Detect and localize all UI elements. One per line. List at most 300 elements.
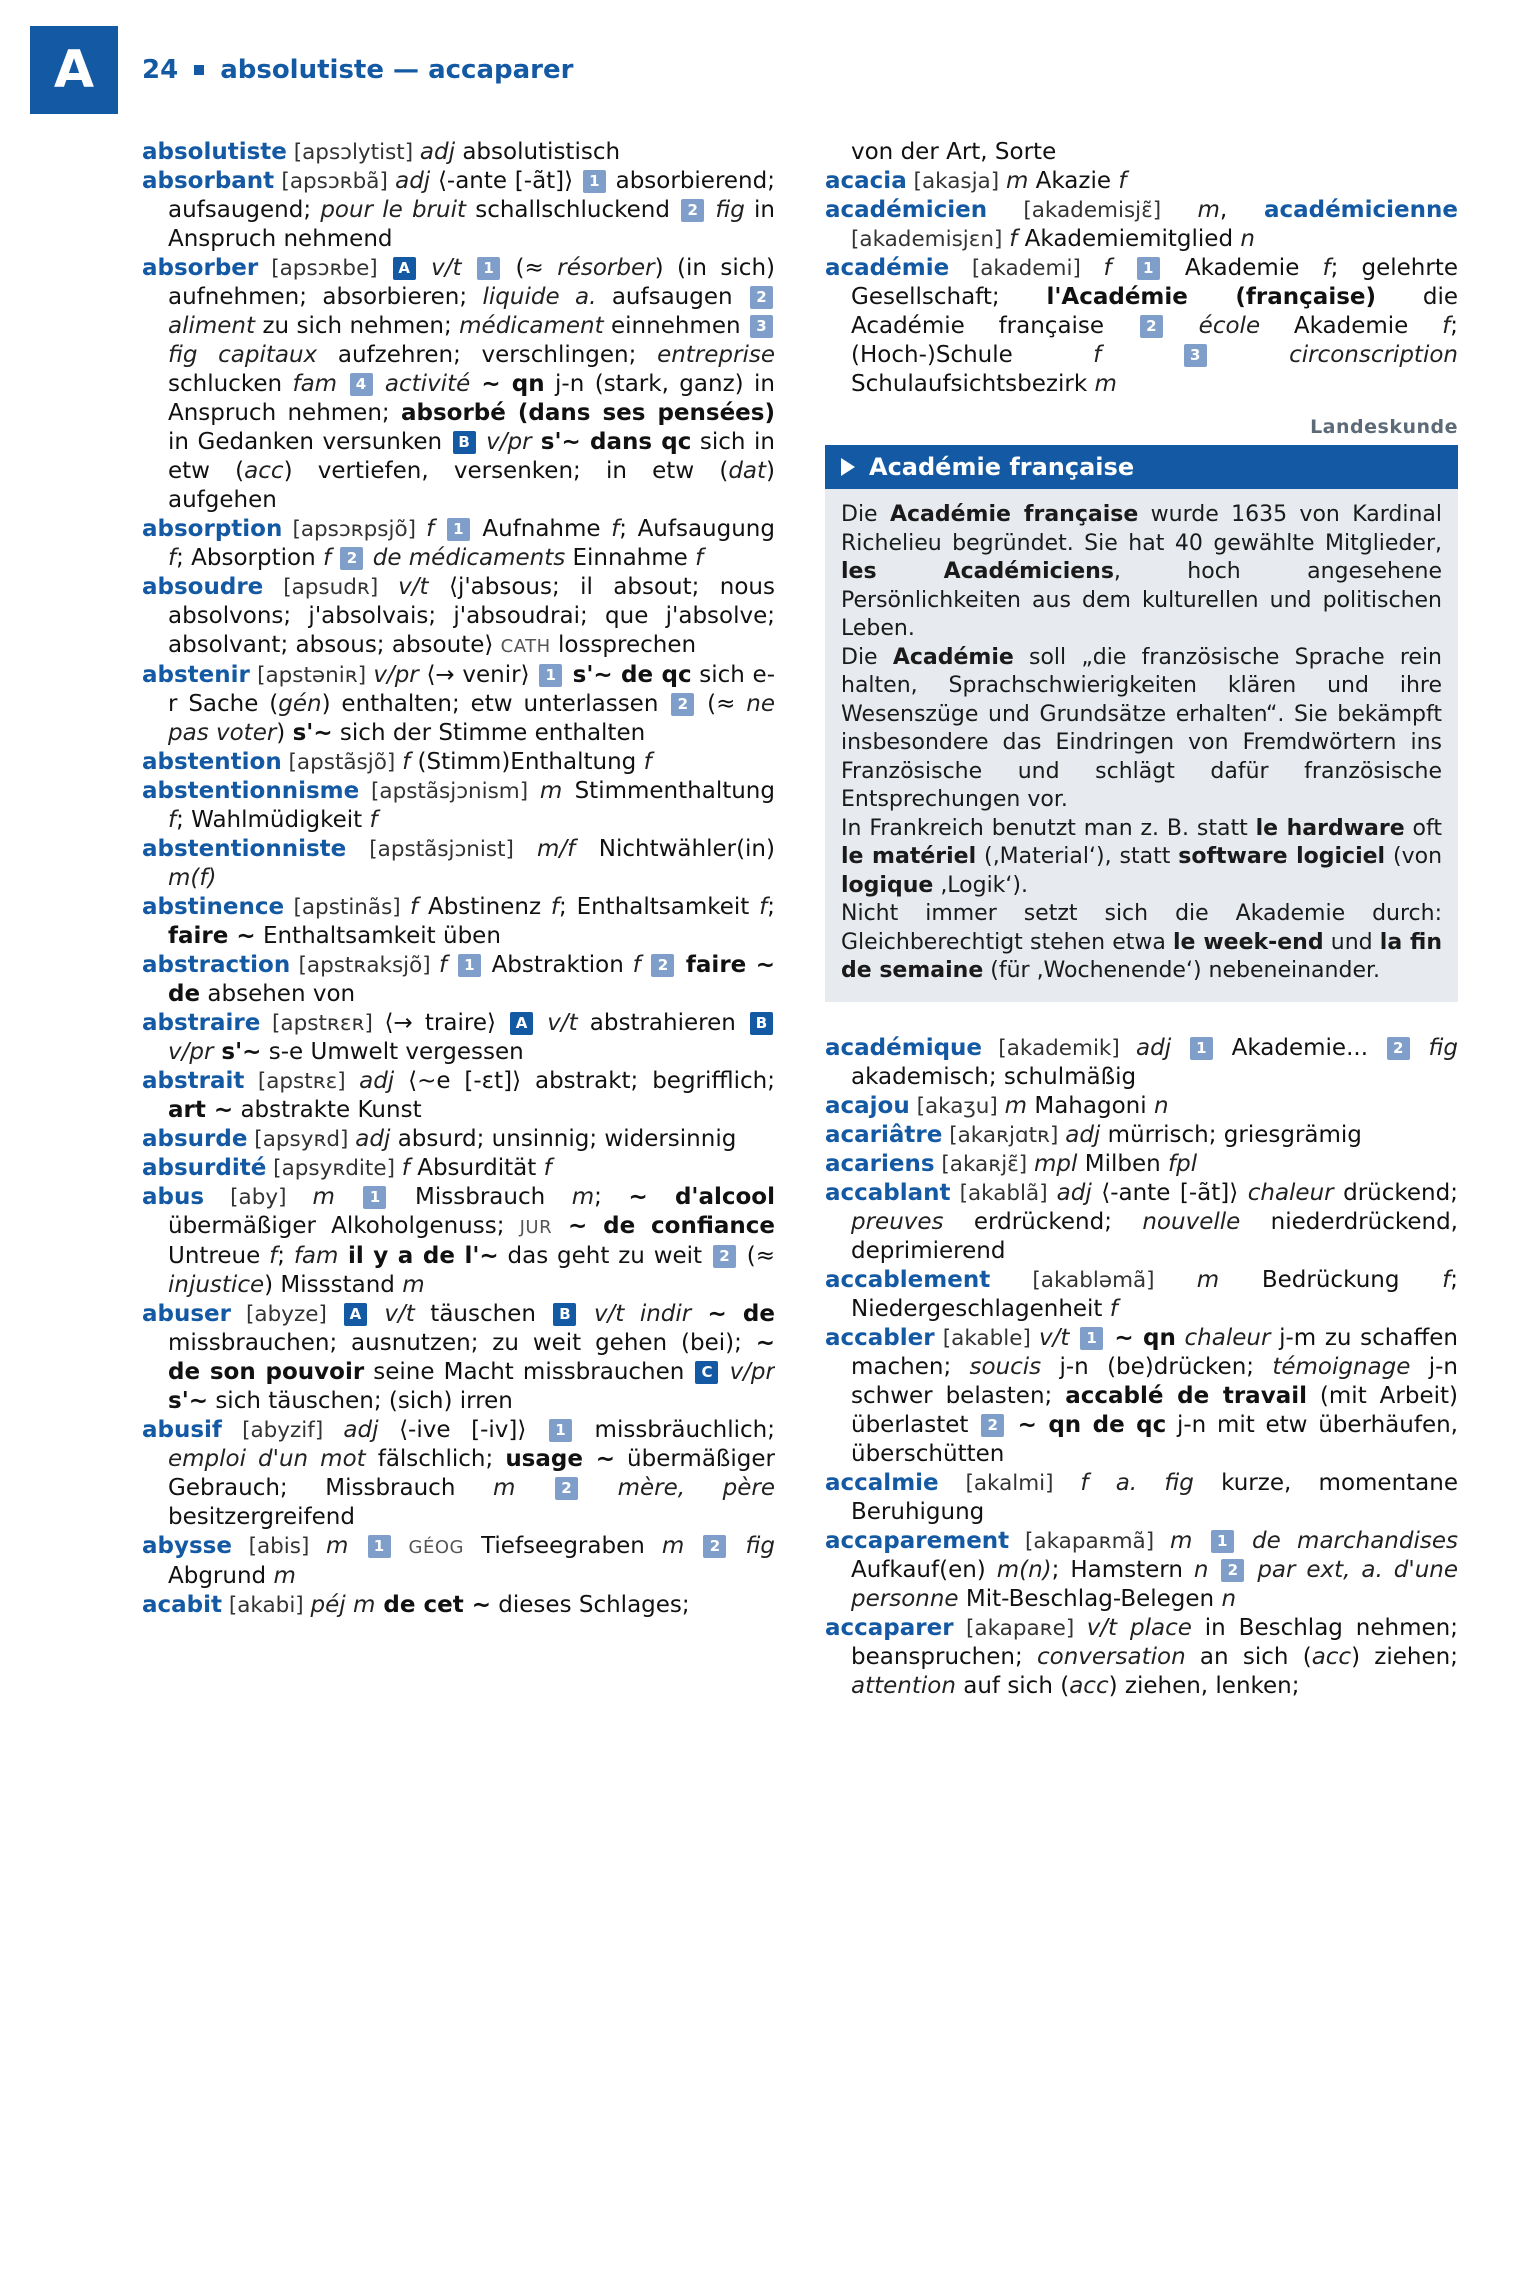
phonetic-transcription: [apstʀaksjõ] bbox=[290, 953, 439, 978]
grammar-label: f bbox=[402, 749, 411, 775]
definition-text: sich in etw ( bbox=[168, 429, 775, 484]
sense-number-badge: 1 bbox=[1137, 257, 1160, 280]
definition-text: Stimmenthaltung bbox=[562, 778, 775, 804]
grammar-section-badge: B bbox=[553, 1303, 576, 1326]
grammar-label: résorber bbox=[557, 255, 655, 281]
grammar-section-badge: A bbox=[393, 257, 416, 280]
grammar-label: m(f) bbox=[168, 865, 217, 891]
definition-text: (‚Material‘), statt bbox=[976, 844, 1179, 869]
definition-text: dieses Schlages; bbox=[490, 1592, 690, 1618]
page-header bbox=[142, 55, 573, 85]
definition-text: und bbox=[1323, 929, 1380, 955]
definition-text: sich e-r Sache ( bbox=[168, 662, 775, 717]
headword: abysse bbox=[142, 1533, 232, 1559]
phonetic-transcription: [apstãsjɔnism] bbox=[359, 779, 540, 804]
definition-text: ⟨j'absous; il absout; nous absolvons; j'absolvais; j'absoudrai; que j'absolve; absolvant; absous; absoute⟩ bbox=[168, 574, 775, 658]
phonetic-transcription: [akabləmã] bbox=[990, 1267, 1197, 1293]
definition-text: Akademiemitglied bbox=[1017, 226, 1241, 252]
phonetic-transcription: [akaʀjɛ̃] bbox=[934, 1151, 1035, 1177]
definition-text: schlucken bbox=[168, 371, 293, 397]
headword: abstentionnisme bbox=[142, 778, 360, 804]
definition-text: oft bbox=[1404, 815, 1442, 841]
grammar-label: adj bbox=[359, 1068, 395, 1094]
definition-text: täuschen bbox=[414, 1301, 552, 1327]
dictionary-entry bbox=[142, 1125, 775, 1154]
definition-text: soll „die französische Sprache rein halten, Sprachschwierigkeiten klären und ihre Wesenszüge und Grundsätze erhalten“. Sie bekämpft insbesondere das Eindringen von Fremdwörtern ins Französische und schlägt dafür französische Entsprechungen vor. bbox=[841, 644, 1442, 812]
sense-number-badge: 2 bbox=[750, 286, 773, 309]
headword: accaparer bbox=[825, 1614, 954, 1641]
phonetic-transcription: [akademi] bbox=[949, 256, 1104, 281]
grammar-label: f bbox=[410, 894, 419, 920]
sense-number-badge: 1 bbox=[549, 1419, 572, 1442]
definition-text: ; Aufsaugung bbox=[619, 516, 775, 542]
grammar-label: f bbox=[168, 545, 177, 571]
phonetic-transcription: [apsyʀdite] bbox=[266, 1156, 402, 1181]
grammar-section-badge: B bbox=[750, 1012, 773, 1035]
headword: acariens bbox=[825, 1150, 935, 1177]
headword: abstentionniste bbox=[142, 836, 347, 862]
definition-text: ; bbox=[594, 1184, 629, 1210]
headword: accabler bbox=[825, 1324, 935, 1351]
infobox-category-label: Landeskunde bbox=[1310, 416, 1458, 438]
definition-text: in Gedanken versunken bbox=[168, 429, 451, 455]
sense-number-badge: 2 bbox=[1387, 1037, 1410, 1060]
definition-text: Abstraktion bbox=[482, 952, 633, 978]
headword: abstention bbox=[142, 749, 282, 775]
headword: absoudre bbox=[142, 574, 264, 600]
headword: acariâtre bbox=[825, 1121, 943, 1148]
right-column bbox=[825, 138, 1458, 2268]
bold-phrase: art ~ bbox=[168, 1097, 234, 1123]
grammar-label: adj bbox=[1136, 1034, 1188, 1061]
phonetic-transcription: [abyzif] bbox=[221, 1418, 344, 1443]
definition-text: (≈ bbox=[502, 255, 558, 281]
definition-text: sich täuschen; (sich) irren bbox=[208, 1388, 513, 1414]
dictionary-entry bbox=[142, 1532, 775, 1591]
grammar-label: aliment bbox=[168, 313, 256, 339]
grammar-label: nouvelle bbox=[1142, 1208, 1241, 1235]
grammar-label: m bbox=[1169, 1527, 1209, 1554]
sense-number-badge: 2 bbox=[555, 1477, 578, 1500]
dictionary-entry bbox=[825, 1324, 1458, 1469]
bold-phrase: ~ de bbox=[691, 1301, 775, 1327]
grammar-label: v/t bbox=[398, 574, 429, 600]
headword: acajou bbox=[825, 1092, 910, 1119]
sense-number-badge: 2 bbox=[713, 1245, 736, 1268]
grammar-label: n bbox=[1221, 1585, 1237, 1612]
definition-text: Akademie bbox=[1161, 255, 1323, 281]
sense-number-badge: 2 bbox=[703, 1535, 726, 1558]
definition-text: Aufnahme bbox=[471, 516, 612, 542]
definition-text: j-n (be)drücken; bbox=[1041, 1353, 1273, 1380]
definition-text: (≈ bbox=[696, 691, 747, 717]
sense-number-badge: 4 bbox=[350, 373, 373, 396]
dictionary-entry bbox=[142, 1416, 775, 1532]
definition-text: übermäßiger Alkoholgenuss; bbox=[168, 1213, 520, 1239]
phonetic-transcription: [abis] bbox=[231, 1534, 326, 1559]
definition-text: , bbox=[1219, 197, 1264, 223]
definition-text: lossprechen bbox=[550, 632, 697, 658]
definition-text: ; gelehrte Gesellschaft; bbox=[851, 255, 1458, 310]
grammar-label: fam bbox=[293, 1243, 339, 1269]
grammar-label: adj bbox=[355, 1126, 391, 1152]
definition-text: (Stimm)Enthaltung bbox=[410, 749, 644, 775]
dictionary-entry bbox=[142, 167, 775, 254]
definition-text: ⟨→ venir⟩ bbox=[418, 662, 538, 688]
bold-phrase: s'~ de qc bbox=[564, 662, 692, 688]
grammar-label: f bbox=[695, 545, 704, 571]
grammar-label: f bbox=[369, 807, 378, 833]
dictionary-entry bbox=[142, 1067, 775, 1125]
sense-number-badge: 3 bbox=[750, 315, 773, 338]
grammar-label: emploi d'un mot bbox=[168, 1446, 366, 1472]
grammar-label: ne pas voter bbox=[168, 691, 775, 746]
phonetic-transcription: [akalmi] bbox=[938, 1470, 1081, 1496]
definition-text: von der Art, Sorte bbox=[851, 139, 1057, 165]
phonetic-transcription: [apstəniʀ] bbox=[249, 663, 374, 688]
definition-text: Tiefseegraben bbox=[463, 1533, 662, 1559]
phonetic-transcription: [akabi] bbox=[222, 1593, 311, 1618]
grammar-label: f bbox=[1109, 1295, 1118, 1322]
infobox-header bbox=[825, 445, 1458, 489]
bold-phrase: les Académiciens bbox=[841, 559, 1114, 584]
definition-text: niederdrückend, deprimierend bbox=[851, 1208, 1458, 1264]
headword: académique bbox=[825, 1034, 983, 1061]
grammar-label: f bbox=[1103, 255, 1135, 281]
page-number: 24 bbox=[142, 55, 179, 85]
definition-text: missbräuchlich; bbox=[573, 1417, 775, 1443]
grammar-label: f bbox=[1118, 168, 1127, 194]
definition-text: wurde 1635 von Kardinal Richelieu begründet. Sie hat 40 gewählte Mitglieder, bbox=[841, 502, 1442, 556]
definition-text: Aufkauf(en) bbox=[851, 1556, 997, 1583]
grammar-label: chaleur bbox=[1175, 1324, 1271, 1351]
definition-text: fälschlich; bbox=[365, 1446, 506, 1472]
grammar-label: n bbox=[1153, 1092, 1169, 1119]
definition-text: ‚Logik‘). bbox=[933, 872, 1028, 898]
bold-phrase: Académie française bbox=[889, 502, 1139, 527]
bold-phrase: usage ~ bbox=[505, 1446, 615, 1472]
phonetic-transcription: [abyze] bbox=[231, 1302, 342, 1327]
grammar-label: v/t indir bbox=[578, 1301, 692, 1327]
dictionary-entry bbox=[142, 951, 775, 1009]
bold-phrase: s'~ bbox=[292, 720, 333, 746]
definition-text: aufsaugen bbox=[596, 284, 748, 310]
grammar-label: f bbox=[322, 545, 339, 571]
headword: abstraction bbox=[142, 952, 291, 978]
bold-phrase: l'Académie (française) bbox=[1046, 284, 1377, 310]
sense-number-badge: 1 bbox=[1190, 1037, 1213, 1060]
definition-text: ; Wahlmüdigkeit bbox=[176, 807, 370, 833]
definition-text: in Beschlag nehmen; beanspruchen; bbox=[851, 1614, 1458, 1670]
dictionary-entry bbox=[142, 835, 775, 893]
definition-text: (von bbox=[1385, 844, 1443, 869]
headword: abstrait bbox=[142, 1068, 245, 1094]
definition-text: j-m zu schaffen machen; bbox=[851, 1324, 1458, 1380]
grammar-label: f bbox=[543, 1155, 552, 1181]
grammar-label: v/t bbox=[1039, 1324, 1079, 1351]
grammar-label: m bbox=[493, 1475, 553, 1501]
dictionary-entry bbox=[142, 893, 775, 951]
grammar-label: f bbox=[643, 749, 652, 775]
grammar-label: attention bbox=[851, 1672, 956, 1699]
phonetic-transcription: [apstãsjõ] bbox=[281, 750, 403, 775]
definition-text: in Anspruch nehmend bbox=[168, 197, 775, 252]
subject-field-label: JUR bbox=[519, 1217, 553, 1238]
grammar-label: f bbox=[611, 516, 620, 542]
header-separator-icon bbox=[194, 65, 204, 75]
grammar-label: m bbox=[273, 1563, 296, 1589]
definition-text: Einnahme bbox=[565, 545, 696, 571]
grammar-section-badge: A bbox=[510, 1012, 533, 1035]
definition-text: j-n schwer belasten; bbox=[851, 1353, 1458, 1409]
grammar-label: v/t bbox=[535, 1010, 578, 1036]
phonetic-transcription: [akademisjɛ̃] bbox=[987, 198, 1198, 223]
grammar-label: entreprise bbox=[657, 342, 775, 368]
grammar-label: par ext, a. d'une personne bbox=[851, 1556, 1458, 1612]
headword: absorber bbox=[142, 255, 259, 281]
bold-phrase: la fin de semaine bbox=[841, 929, 1442, 983]
grammar-label: conversation bbox=[1037, 1643, 1186, 1670]
dictionary-entry bbox=[142, 1009, 775, 1067]
subject-field-label: GÉOG bbox=[392, 1537, 464, 1558]
dictionary-entry bbox=[825, 1614, 1458, 1701]
definition-text: drückend; bbox=[1333, 1179, 1458, 1206]
bold-phrase: ~ d'alcool bbox=[628, 1184, 775, 1210]
definition-text: ; (Hoch-)Schule bbox=[851, 313, 1458, 368]
infobox-body bbox=[825, 489, 1458, 1002]
infobox-paragraph bbox=[841, 501, 1442, 644]
bold-phrase: ~ de son pouvoir bbox=[168, 1330, 775, 1385]
phonetic-transcription: [akademisjɛn] bbox=[851, 227, 1010, 252]
definition-text: Mahagoni bbox=[1027, 1092, 1154, 1119]
infobox-title: Académie française bbox=[869, 452, 1135, 481]
definition-text: absolutistisch bbox=[455, 139, 621, 165]
dictionary-entry bbox=[142, 254, 775, 515]
headword: absurdité bbox=[142, 1155, 267, 1181]
phonetic-transcription: [aby] bbox=[204, 1185, 313, 1210]
definition-text: schallschluckend bbox=[466, 197, 680, 223]
definition-text: ; Niedergeschlagenheit bbox=[851, 1266, 1458, 1322]
definition-text: Milben bbox=[1077, 1150, 1168, 1177]
phonetic-transcription: [apstʀɛʀ] bbox=[260, 1011, 385, 1036]
grammar-label: circonscription bbox=[1208, 342, 1458, 368]
definition-text: ⟨-ive [-iv]⟩ bbox=[378, 1417, 547, 1443]
sense-number-badge: 1 bbox=[363, 1186, 386, 1209]
entry-continuation bbox=[825, 138, 1458, 167]
bold-phrase: s'~ bbox=[168, 1388, 209, 1414]
definition-text: Missbrauch bbox=[388, 1184, 572, 1210]
dictionary-entry bbox=[142, 573, 775, 661]
grammar-label: v/pr bbox=[477, 429, 532, 455]
phonetic-transcription: [apsɔlytist] bbox=[286, 140, 420, 165]
grammar-label: v/t bbox=[417, 255, 476, 281]
dictionary-entry bbox=[142, 777, 775, 835]
grammar-label: de médicaments bbox=[365, 545, 566, 571]
sense-number-badge: 1 bbox=[458, 954, 481, 977]
bold-phrase: software logiciel bbox=[1178, 844, 1386, 869]
grammar-label: m bbox=[539, 778, 563, 804]
dictionary-entry bbox=[825, 1179, 1458, 1266]
infobox-paragraph bbox=[841, 644, 1442, 815]
definition-text: , hoch angesehene Persönlichkeiten aus dem kulturellen und politischen Leben. bbox=[841, 559, 1442, 641]
grammar-section-badge: A bbox=[344, 1303, 367, 1326]
definition-text: ⟨-ante [-ãt]⟩ bbox=[430, 168, 581, 194]
grammar-label: f bbox=[759, 894, 768, 920]
definition-text: einnehmen bbox=[603, 313, 748, 339]
grammar-label: v/pr bbox=[373, 662, 419, 688]
definition-text: absurd; unsinnig; widersinnig bbox=[390, 1126, 737, 1152]
grammar-label: f bbox=[401, 1155, 410, 1181]
infobox-paragraph bbox=[841, 900, 1442, 986]
definition-text: In Frankreich benutzt man z. B. statt bbox=[841, 815, 1256, 841]
definition-text: ) enthalten; etw unterlassen bbox=[321, 691, 670, 717]
definition-text: akademisch; schulmäßig bbox=[851, 1063, 1137, 1090]
phonetic-transcription: [akaʀjɑtʀ] bbox=[942, 1122, 1066, 1148]
bold-phrase: accablé de travail bbox=[1065, 1382, 1307, 1409]
phonetic-transcription: [akapaʀe] bbox=[953, 1615, 1087, 1641]
grammar-label: fig bbox=[1411, 1034, 1458, 1061]
bold-phrase: le matériel bbox=[841, 844, 977, 869]
sense-number-badge: 2 bbox=[1140, 315, 1163, 338]
dictionary-entry bbox=[825, 1527, 1458, 1614]
columns-container bbox=[142, 138, 1458, 2268]
definition-text: (für ‚Wochenende‘) nebeneinander. bbox=[983, 958, 1380, 983]
phonetic-transcription: [apstãsjɔnist] bbox=[346, 837, 537, 862]
grammar-label: m(n) bbox=[996, 1556, 1052, 1583]
grammar-label: f bbox=[168, 807, 177, 833]
grammar-label: adj bbox=[1065, 1121, 1101, 1148]
definition-text: (≈ bbox=[737, 1243, 775, 1269]
definition-text: die Académie française bbox=[851, 284, 1458, 339]
dictionary-entry bbox=[825, 1034, 1458, 1092]
dictionary-entry bbox=[142, 748, 775, 777]
bold-phrase: le hardware bbox=[1255, 815, 1405, 841]
phonetic-transcription: [apstinãs] bbox=[284, 895, 411, 920]
definition-text: ; bbox=[767, 894, 775, 920]
sense-number-badge: 3 bbox=[1184, 344, 1207, 367]
definition-text: kurze, momentane Beruhigung bbox=[851, 1469, 1458, 1525]
headword: accalmie bbox=[825, 1469, 939, 1496]
grammar-label: m bbox=[1094, 371, 1117, 397]
dictionary-entry bbox=[825, 1121, 1458, 1150]
grammar-label: f bbox=[550, 894, 559, 920]
grammar-label: v/t place bbox=[1086, 1614, 1192, 1641]
dictionary-entry bbox=[142, 661, 775, 748]
definition-text: ) ziehen, lenken; bbox=[1108, 1672, 1300, 1699]
headword: absolutiste bbox=[142, 139, 287, 165]
definition-text: aufzehren; verschlingen; bbox=[317, 342, 658, 368]
headword: accablant bbox=[825, 1179, 951, 1206]
sense-number-badge: 2 bbox=[340, 547, 363, 570]
phonetic-transcription: [akasja] bbox=[906, 169, 1006, 194]
headword: abus bbox=[142, 1184, 205, 1210]
grammar-label: m bbox=[1004, 1092, 1028, 1119]
bold-phrase: ~ de confiance bbox=[552, 1213, 775, 1239]
subject-field-label: CATH bbox=[500, 636, 551, 657]
headword: acabit bbox=[142, 1592, 223, 1618]
phonetic-transcription: [akable] bbox=[934, 1325, 1040, 1351]
definition-text: Die bbox=[841, 502, 890, 527]
grammar-label: dat bbox=[728, 458, 767, 484]
sense-number-badge: 2 bbox=[1221, 1559, 1244, 1582]
grammar-label: m/f bbox=[536, 836, 576, 862]
bold-phrase: logique bbox=[841, 872, 934, 898]
grammar-label: pour le bruit bbox=[320, 197, 467, 223]
phonetic-transcription: [apsɔʀpsjõ] bbox=[282, 517, 427, 542]
dictionary-entry bbox=[142, 515, 775, 573]
grammar-label: mère, père bbox=[580, 1475, 775, 1501]
bold-phrase: Académie bbox=[892, 644, 1014, 670]
grammar-label: adj bbox=[1056, 1179, 1092, 1206]
definition-text: ) aufgehen bbox=[168, 458, 775, 513]
grammar-label: chaleur bbox=[1247, 1179, 1334, 1206]
definition-text: Nichtwähler(in) bbox=[575, 836, 775, 862]
grammar-label: acc bbox=[1311, 1643, 1352, 1670]
grammar-section-badge: C bbox=[695, 1361, 718, 1384]
grammar-label: f bbox=[1093, 342, 1182, 368]
grammar-label: soucis bbox=[969, 1353, 1042, 1380]
bold-phrase: s'~ bbox=[213, 1039, 262, 1065]
definition-text: zu sich nehmen; bbox=[255, 313, 460, 339]
sense-number-badge: 1 bbox=[539, 664, 562, 687]
definition-text: Mit-Beschlag-Belegen bbox=[958, 1585, 1222, 1612]
grammar-label: injustice bbox=[168, 1272, 265, 1298]
headword: accaparement bbox=[825, 1527, 1010, 1554]
grammar-label: adj bbox=[419, 139, 456, 165]
grammar-section-badge: B bbox=[453, 431, 476, 454]
bold-phrase: le week-end bbox=[1173, 929, 1324, 955]
grammar-label: f bbox=[1322, 255, 1331, 281]
headword: académie bbox=[825, 255, 950, 281]
bold-phrase: il y a de l'~ bbox=[338, 1243, 499, 1269]
dictionary-entry bbox=[142, 1591, 775, 1620]
grammar-label: n bbox=[1193, 1556, 1220, 1583]
headword: abuser bbox=[142, 1301, 231, 1327]
definition-text: übermäßiger Gebrauch; Missbrauch bbox=[168, 1446, 775, 1501]
phonetic-transcription: [akaʒu] bbox=[909, 1093, 1005, 1119]
grammar-label: preuves bbox=[851, 1208, 944, 1235]
dictionary-entry bbox=[825, 1150, 1458, 1179]
grammar-label: v/t bbox=[368, 1301, 415, 1327]
definition-text: ; Enthaltsamkeit bbox=[559, 894, 760, 920]
definition-text: Die bbox=[841, 644, 893, 670]
headword: absurde bbox=[142, 1126, 248, 1152]
definition-text: ; Hamstern bbox=[1051, 1556, 1194, 1583]
grammar-label: mpl bbox=[1034, 1150, 1078, 1177]
bold-phrase: faire ~ bbox=[168, 923, 256, 949]
headword: absorption bbox=[142, 516, 283, 542]
definition-text: seine Macht missbrauchen bbox=[364, 1359, 694, 1385]
definition-text: s-e Umwelt vergessen bbox=[261, 1039, 524, 1065]
headword: académicien bbox=[825, 197, 988, 223]
grammar-label: n bbox=[1240, 226, 1255, 252]
definition-text: das geht zu weit bbox=[498, 1243, 711, 1269]
sense-number-badge: 2 bbox=[671, 693, 694, 716]
tab-letter: A bbox=[53, 40, 95, 100]
grammar-label: m bbox=[1197, 197, 1220, 223]
definition-text: ) vertiefen, versenken; in etw ( bbox=[283, 458, 729, 484]
dictionary-entry bbox=[825, 1469, 1458, 1527]
dictionary-entry bbox=[825, 196, 1458, 254]
definition-text: missbrauchen; ausnutzen; zu weit gehen (bei); bbox=[168, 1330, 756, 1356]
grammar-label: v/pr bbox=[720, 1359, 775, 1385]
sense-number-badge: 1 bbox=[583, 170, 606, 193]
definition-text: abstrakte Kunst bbox=[233, 1097, 422, 1123]
definition-text: ⟨~e [-ɛt]⟩ abstrakt; begrifflich; bbox=[394, 1068, 775, 1094]
definition-text: absorbierend; aufsaugend; bbox=[168, 168, 775, 223]
grammar-label: m bbox=[326, 1533, 366, 1559]
grammar-label: f bbox=[438, 952, 456, 978]
